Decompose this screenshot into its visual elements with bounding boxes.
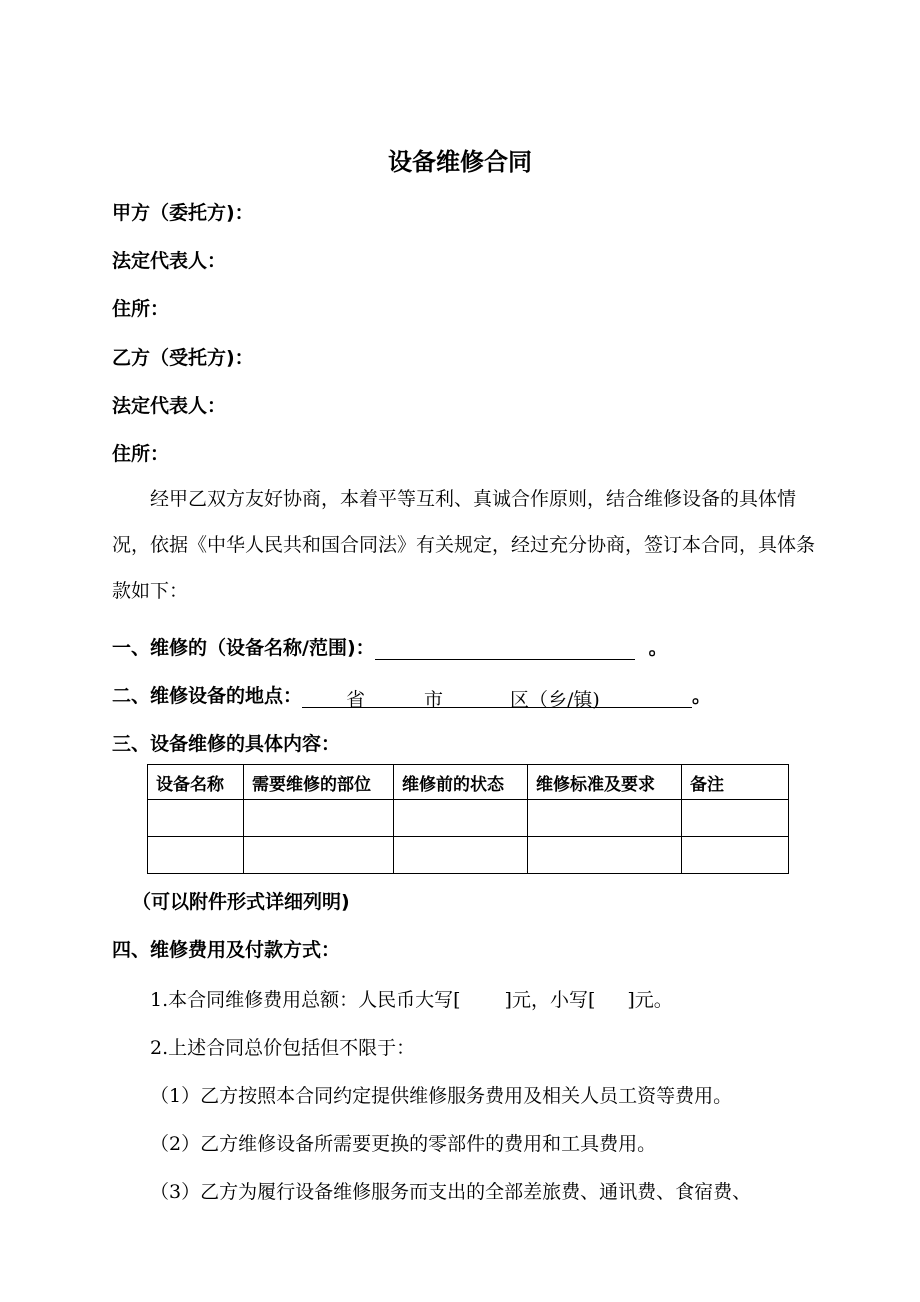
maintenance-content-table xyxy=(147,764,789,874)
district-label: 区（乡/镇) xyxy=(510,689,600,711)
clause-2 xyxy=(112,681,712,711)
table-header-cell: 维修标准及要求 xyxy=(528,765,682,800)
equipment-name-blank[interactable] xyxy=(375,637,635,660)
page-title: 设备维修合同 xyxy=(388,148,532,176)
table-header-cell: 维修前的状态 xyxy=(394,765,528,800)
table-header-cell: 需要维修的部位 xyxy=(244,765,394,800)
clause-3-label: 三、设备维修的具体内容： xyxy=(112,733,341,755)
table-cell[interactable] xyxy=(148,800,244,837)
table-cell[interactable] xyxy=(682,800,789,837)
fee-total-text: 1.本合同维修费用总额：人民币大写[ xyxy=(150,989,461,1011)
fee-total-text-3: ]元。 xyxy=(627,989,673,1011)
price-includes-line: 2.上述合同总价包括但不限于： xyxy=(150,1037,416,1059)
table-cell[interactable] xyxy=(528,800,682,837)
location-blank[interactable] xyxy=(302,685,692,711)
price-item-1: （1）乙方按照本合同约定提供维修服务费用及相关人员工资等费用。 xyxy=(150,1085,733,1107)
clause-2-end: 。 xyxy=(692,685,712,707)
party-a-label: 甲方（委托方)： xyxy=(112,202,254,224)
clause-1-end: 。 xyxy=(648,637,668,659)
party-b-label: 乙方（受托方)： xyxy=(112,347,254,369)
party-a-representative-label: 法定代表人： xyxy=(112,250,227,272)
table-cell[interactable] xyxy=(682,837,789,874)
price-item-2: （2）乙方维修设备所需要更换的零部件的费用和工具费用。 xyxy=(150,1133,657,1155)
price-item-3: （3）乙方为履行设备维修服务而支出的全部差旅费、通讯费、食宿费、 xyxy=(150,1181,752,1203)
party-b-address-label: 住所： xyxy=(112,443,170,465)
intro-paragraph: 经甲乙双方友好协商，本着平等互利、真诚合作原则，结合维修设备的具体情况，依据《中华人民共和国合同法》有关规定，经过充分协商，签订本合同，具体条款如下： xyxy=(112,488,816,602)
clause-4-label: 四、维修费用及付款方式： xyxy=(112,939,341,961)
table-cell[interactable] xyxy=(244,800,394,837)
city-label: 市 xyxy=(424,689,444,711)
clause-1-label: 一、维修的（设备名称/范围)： xyxy=(112,637,375,659)
party-a-address-label: 住所： xyxy=(112,298,170,320)
table-header-cell: 备注 xyxy=(682,765,789,800)
province-label: 省 xyxy=(346,689,366,711)
clause-1 xyxy=(112,633,668,660)
table-cell[interactable] xyxy=(394,837,528,874)
table-note: （可以附件形式详细列明) xyxy=(132,891,350,913)
table-cell[interactable] xyxy=(244,837,394,874)
table-row xyxy=(148,800,789,837)
table-row xyxy=(148,837,789,874)
table-cell[interactable] xyxy=(148,837,244,874)
table-header-row xyxy=(148,765,789,800)
clause-2-label: 二、维修设备的地点： xyxy=(112,685,303,707)
table-cell[interactable] xyxy=(394,800,528,837)
table-header-cell: 设备名称 xyxy=(148,765,244,800)
fee-total-text-2: ]元，小写[ xyxy=(504,989,596,1011)
party-b-representative-label: 法定代表人： xyxy=(112,395,227,417)
fee-total-line xyxy=(150,985,673,1012)
table-cell[interactable] xyxy=(528,837,682,874)
